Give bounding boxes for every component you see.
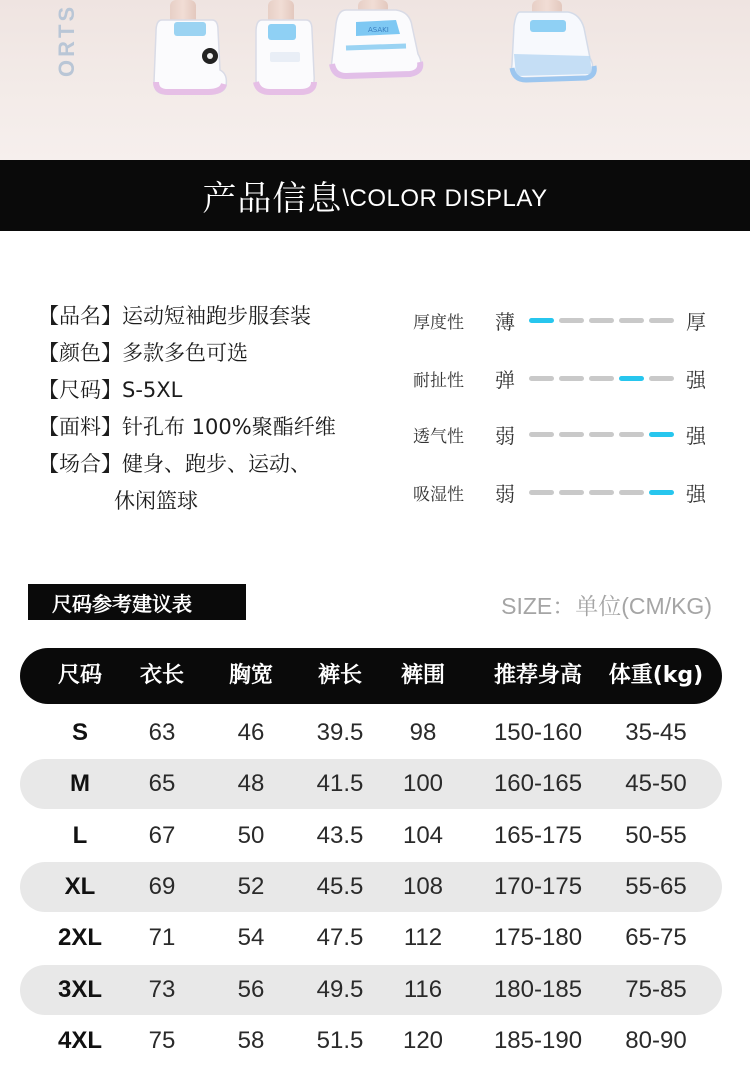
rating-segment: [649, 376, 674, 381]
header-col-weight: 体重(kg): [608, 663, 704, 688]
photo-vertical-text: ORTS: [54, 3, 79, 77]
info-row-color: [38, 335, 378, 372]
cell-col-size: L: [72, 822, 88, 849]
cell-col-pants-length: 41.5: [316, 770, 364, 797]
product-photo: [0, 0, 750, 160]
cell-col-chest-width: 50: [237, 822, 265, 849]
cell-col-recommended-height: 175-180: [493, 924, 583, 951]
table-row: [20, 1016, 722, 1066]
info-row-fabric: [38, 409, 378, 446]
table-row: [20, 913, 722, 963]
rating-segment: [589, 376, 614, 381]
table-row: [20, 862, 722, 912]
info-row-name: [38, 298, 378, 335]
cell-col-top-length: 67: [148, 822, 176, 849]
rating-bar: [529, 432, 674, 437]
header-col-pants-length: 裤长: [317, 663, 363, 688]
cell-col-top-length: 71: [148, 924, 176, 951]
header-col-size: 尺码: [57, 663, 103, 688]
cell-col-top-length: 69: [148, 873, 176, 900]
size-table-header: [20, 648, 722, 704]
rating-segment: [529, 318, 554, 323]
rating-segment: [649, 490, 674, 495]
cell-col-chest-width: 56: [237, 976, 265, 1003]
cell-col-weight: 80-90: [625, 1027, 687, 1054]
info-key: 【颜色】: [38, 341, 122, 365]
sneaker-image: [506, 6, 598, 84]
rating-moisture-absorption: [413, 474, 723, 510]
cell-col-weight: 55-65: [625, 873, 687, 900]
cell-col-size: 4XL: [57, 1027, 103, 1054]
rating-segment: [649, 318, 674, 323]
product-info-list: [38, 298, 378, 520]
info-key: 【品名】: [38, 304, 122, 328]
rating-breathability: [413, 416, 723, 452]
section-title-cn: 产品信息: [202, 179, 343, 219]
table-row: [20, 759, 722, 809]
info-value: 针孔布 100%聚酯纤维: [122, 415, 336, 439]
cell-col-pants-length: 47.5: [316, 924, 364, 951]
rating-segment: [559, 490, 584, 495]
rating-high-label: 强: [686, 481, 706, 506]
info-row-occasion: [38, 446, 378, 520]
info-value-line2: 休闲篮球: [114, 489, 198, 513]
rating-segment: [529, 432, 554, 437]
rating-segment: [589, 432, 614, 437]
cell-col-top-length: 75: [148, 1027, 176, 1054]
rating-segment: [619, 318, 644, 323]
cell-col-size: 2XL: [57, 924, 103, 951]
cell-col-weight: 65-75: [625, 924, 687, 951]
cell-col-top-length: 65: [148, 770, 176, 797]
rating-label: 厚度性: [413, 312, 464, 333]
rating-high-label: 强: [686, 423, 706, 448]
rating-low-label: 弹: [495, 367, 515, 392]
cell-col-chest-width: 52: [237, 873, 265, 900]
cell-col-recommended-height: 150-160: [493, 719, 583, 746]
cell-col-weight: 50-55: [625, 822, 687, 849]
rating-segment: [619, 376, 644, 381]
rating-low-label: 弱: [495, 481, 515, 506]
info-value: S-5XL: [122, 378, 183, 402]
cell-col-recommended-height: 180-185: [493, 976, 583, 1003]
size-chart-unit: SIZE：单位(CM/KG): [501, 593, 712, 619]
rating-high-label: 强: [686, 367, 706, 392]
cell-col-pants-waist: 100: [402, 770, 444, 797]
cell-col-top-length: 63: [148, 719, 176, 746]
rating-high-label: 厚: [686, 309, 706, 334]
table-row: [20, 965, 722, 1015]
rating-tear-strength: [413, 360, 723, 396]
rating-bar: [529, 490, 674, 495]
cell-col-weight: 45-50: [625, 770, 687, 797]
rating-thickness: [413, 302, 723, 338]
rating-segment: [559, 432, 584, 437]
cell-col-weight: 75-85: [625, 976, 687, 1003]
cell-col-pants-length: 51.5: [316, 1027, 364, 1054]
cell-col-pants-waist: 112: [403, 924, 443, 951]
cell-col-recommended-height: 170-175: [493, 873, 583, 900]
info-key: 【尺码】: [38, 378, 122, 402]
header-col-top-length: 衣长: [139, 663, 185, 688]
rating-segment: [529, 376, 554, 381]
cell-col-size: M: [70, 770, 90, 797]
header-col-pants-waist: 裤围: [400, 663, 446, 688]
sneaker-image: [326, 4, 426, 84]
info-value: 运动短袖跑步服套装: [122, 304, 311, 328]
rating-bar: [529, 318, 674, 323]
rating-label: 耐扯性: [413, 370, 464, 391]
cell-col-pants-waist: 116: [403, 976, 443, 1003]
cell-col-recommended-height: 160-165: [493, 770, 583, 797]
rating-bar: [529, 376, 674, 381]
rating-low-label: 弱: [495, 423, 515, 448]
cell-col-top-length: 73: [148, 976, 176, 1003]
table-row: [20, 811, 722, 861]
section-header: [0, 160, 750, 231]
cell-col-pants-waist: 120: [402, 1027, 444, 1054]
rating-segment: [619, 490, 644, 495]
cell-col-chest-width: 58: [237, 1027, 265, 1054]
sneaker-image: [250, 12, 320, 96]
cell-col-pants-waist: 104: [402, 822, 444, 849]
cell-col-pants-waist: 98: [409, 719, 437, 746]
rating-segment: [589, 318, 614, 323]
info-value: 多款多色可选: [122, 341, 248, 365]
rating-low-label: 薄: [495, 309, 515, 334]
header-col-recommended-height: 推荐身高: [493, 663, 583, 688]
size-chart-title: 尺码参考建议表: [28, 584, 246, 620]
table-row: [20, 708, 722, 758]
cell-col-pants-length: 39.5: [316, 719, 364, 746]
info-key: 【面料】: [38, 415, 122, 439]
rating-segment: [589, 490, 614, 495]
cell-col-weight: 35-45: [625, 719, 687, 746]
cell-col-chest-width: 46: [237, 719, 265, 746]
cell-col-size: XL: [64, 873, 96, 900]
cell-col-recommended-height: 185-190: [493, 1027, 583, 1054]
rating-label: 吸湿性: [413, 484, 464, 505]
cell-col-recommended-height: 165-175: [493, 822, 583, 849]
cell-col-pants-length: 49.5: [316, 976, 364, 1003]
info-row-size: [38, 372, 378, 409]
cell-col-pants-length: 43.5: [316, 822, 364, 849]
sneaker-image: [148, 12, 230, 98]
info-value: 健身、跑步、运动、: [122, 452, 311, 476]
cell-col-pants-length: 45.5: [316, 873, 364, 900]
cell-col-pants-waist: 108: [402, 873, 444, 900]
cell-col-size: 3XL: [57, 976, 103, 1003]
info-key: 【场合】: [38, 452, 122, 476]
cell-col-chest-width: 54: [237, 924, 265, 951]
rating-segment: [649, 432, 674, 437]
rating-segment: [529, 490, 554, 495]
header-col-chest-width: 胸宽: [228, 663, 274, 688]
rating-segment: [619, 432, 644, 437]
cell-col-chest-width: 48: [237, 770, 265, 797]
cell-col-size: S: [71, 719, 89, 746]
rating-segment: [559, 376, 584, 381]
section-title-en: \COLOR DISPLAY: [342, 184, 548, 212]
svg-text:ASAKI: ASAKI: [368, 26, 389, 34]
rating-segment: [559, 318, 584, 323]
rating-label: 透气性: [413, 426, 464, 447]
